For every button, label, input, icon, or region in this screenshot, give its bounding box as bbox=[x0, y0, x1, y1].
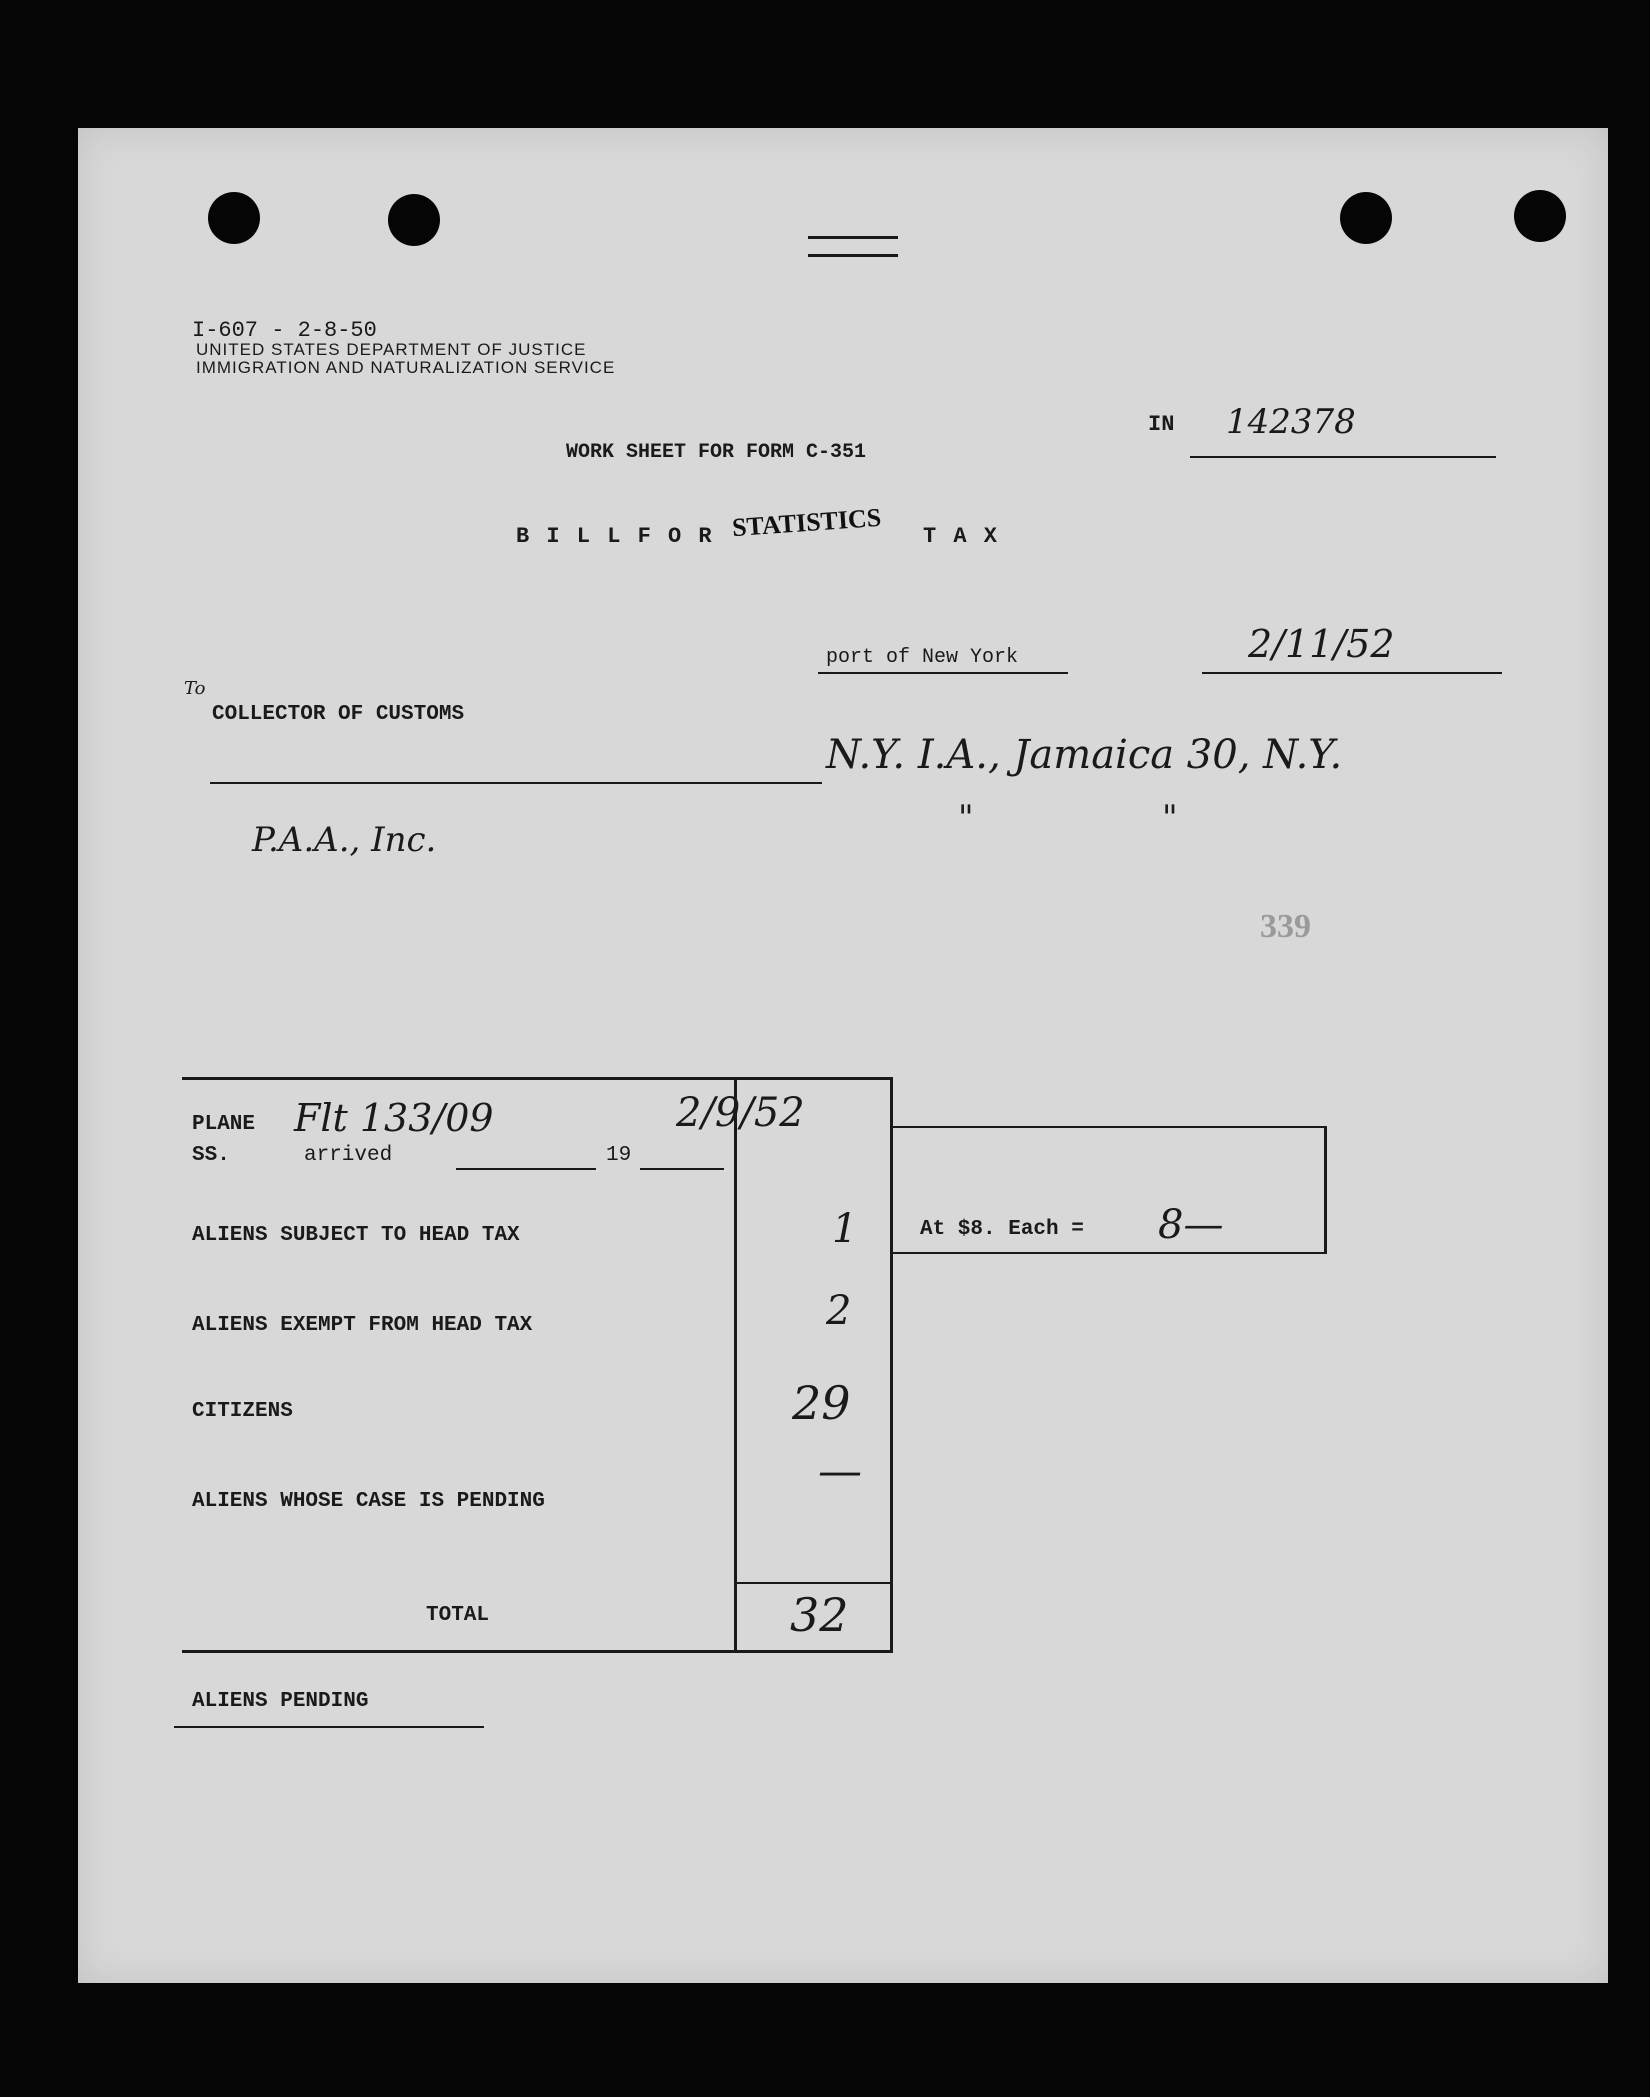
aliens-pending-underline bbox=[174, 1726, 484, 1728]
year-underline bbox=[640, 1168, 724, 1170]
total-label: TOTAL bbox=[426, 1604, 490, 1627]
total-value: 32 bbox=[790, 1588, 849, 1642]
to-label: To bbox=[184, 678, 206, 699]
table-bottom-border bbox=[182, 1650, 892, 1653]
port-label: port of New York bbox=[826, 646, 1019, 669]
row-label: ALIENS SUBJECT TO HEAD TAX bbox=[192, 1224, 520, 1247]
arrived-label: arrived bbox=[304, 1144, 393, 1167]
agency-line-2: IMMIGRATION AND NATURALIZATION SERVICE bbox=[196, 358, 616, 377]
arrival-date: 2/9/52 bbox=[676, 1090, 805, 1136]
top-mark bbox=[808, 254, 898, 257]
carrier-handwritten: P.A.A., Inc. bbox=[252, 820, 437, 860]
row-label: ALIENS EXEMPT FROM HEAD TAX bbox=[192, 1314, 533, 1337]
in-number: 142378 bbox=[1226, 402, 1356, 442]
ditto-mark: " bbox=[958, 798, 974, 838]
ditto-mark: " bbox=[1162, 798, 1178, 838]
bill-title: B I L L F O R bbox=[516, 524, 714, 549]
aliens-pending-label: ALIENS PENDING bbox=[192, 1690, 369, 1713]
port-underline bbox=[818, 672, 1068, 674]
plane-label: PLANE bbox=[192, 1113, 256, 1136]
top-mark bbox=[808, 236, 898, 239]
year-prefix: 19 bbox=[606, 1144, 632, 1167]
page-number: 339 bbox=[1260, 908, 1311, 945]
bill-date: 2/11/52 bbox=[1248, 622, 1395, 666]
punch-hole bbox=[388, 194, 440, 246]
document-page bbox=[78, 128, 1608, 1983]
in-underline bbox=[1190, 456, 1496, 458]
statistics-stamp: STATISTICS bbox=[731, 502, 883, 543]
table-right-border bbox=[890, 1077, 893, 1653]
rate-box-right bbox=[1324, 1126, 1327, 1254]
bill-title-tax: T A X bbox=[923, 524, 1000, 549]
worksheet-title: WORK SHEET FOR FORM C-351 bbox=[566, 441, 867, 464]
location-handwritten: N.Y. I.A., Jamaica 30, N.Y. bbox=[826, 732, 1343, 778]
agency-line-1: UNITED STATES DEPARTMENT OF JUSTICE bbox=[196, 340, 587, 359]
punch-hole bbox=[1340, 192, 1392, 244]
table-top-border bbox=[182, 1077, 892, 1080]
addressee: COLLECTOR OF CUSTOMS bbox=[212, 703, 465, 726]
rate-box-bottom bbox=[892, 1252, 1326, 1254]
row-label: CITIZENS bbox=[192, 1400, 293, 1423]
punch-hole bbox=[208, 192, 260, 244]
row-value: 29 bbox=[792, 1376, 851, 1430]
row-label: ALIENS WHOSE CASE IS PENDING bbox=[192, 1490, 545, 1513]
row-value: 2 bbox=[826, 1288, 852, 1334]
ss-label: SS. bbox=[192, 1144, 230, 1167]
row-value: — bbox=[818, 1446, 862, 1497]
flight-number: Flt 133/09 bbox=[294, 1096, 494, 1140]
table-divider bbox=[734, 1077, 737, 1653]
rate-box-top bbox=[892, 1126, 1326, 1128]
addressee-underline bbox=[210, 782, 822, 784]
row-value: 1 bbox=[832, 1206, 858, 1252]
rate-value: 8— bbox=[1158, 1202, 1224, 1248]
form-number: I-607 - 2-8-50 bbox=[192, 318, 377, 343]
in-label: IN bbox=[1148, 412, 1175, 437]
arrived-underline bbox=[456, 1168, 596, 1170]
punch-hole bbox=[1514, 190, 1566, 242]
rate-label: At $8. Each = bbox=[920, 1218, 1084, 1241]
date-underline bbox=[1202, 672, 1502, 674]
total-separator bbox=[736, 1582, 892, 1584]
